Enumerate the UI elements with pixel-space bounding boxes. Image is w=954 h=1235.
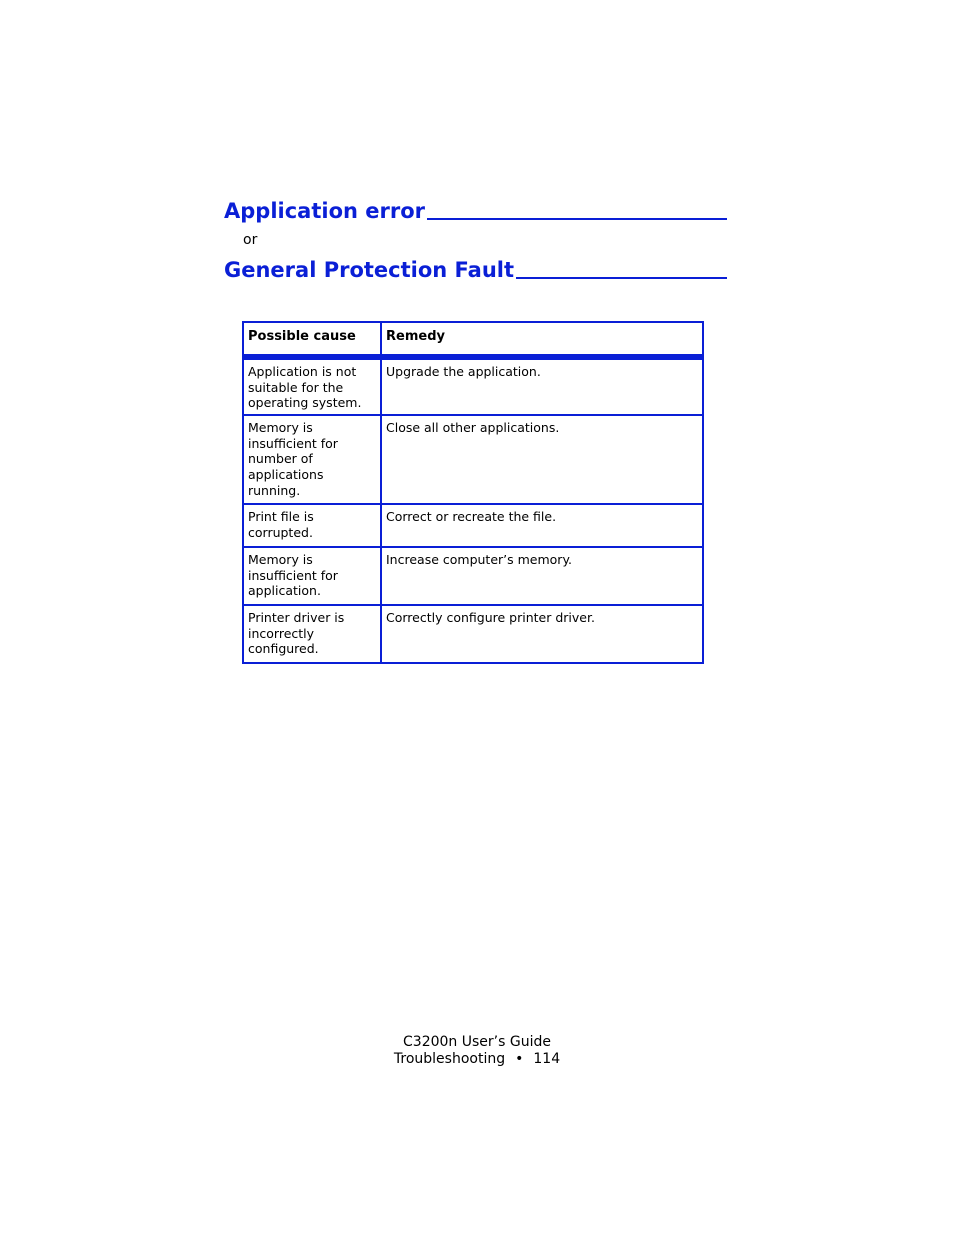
cause-cell: Memory is insufficient for number of applications running.: [243, 415, 381, 504]
cause-cell: Print file is corrupted.: [243, 504, 381, 547]
cause-cell: Memory is insufficient for application.: [243, 547, 381, 605]
heading-general-protection-fault: [224, 257, 727, 283]
cause-remedy-table: [242, 321, 704, 664]
heading-application-error-text: Application error: [224, 199, 425, 223]
remedy-cell: Increase computer’s memory.: [381, 547, 703, 605]
footer-guide-title: C3200n User’s Guide: [403, 1034, 551, 1050]
heading-application-error: [224, 198, 727, 224]
table-row: [243, 415, 703, 504]
or-connector-text: or: [243, 232, 258, 248]
footer-section: Troubleshooting: [393, 1051, 506, 1067]
table-row: [243, 547, 703, 605]
cause-cell: Application is not suitable for the operating system.: [243, 357, 381, 415]
footer-page-number: 114: [533, 1051, 561, 1067]
table-row: [243, 504, 703, 547]
column-header-remedy: Remedy: [381, 322, 703, 357]
column-header-possible-cause: Possible cause: [243, 322, 381, 357]
footer-page-info: [0, 1050, 954, 1068]
remedy-cell: Upgrade the application.: [381, 357, 703, 415]
remedy-cell: Correctly configure printer driver.: [381, 605, 703, 663]
remedy-cell: Correct or recreate the file.: [381, 504, 703, 547]
heading-underline-rule: [427, 218, 727, 220]
remedy-cell: Close all other applications.: [381, 415, 703, 504]
table-header-row: [243, 322, 703, 357]
table-row: [243, 357, 703, 415]
heading-underline-rule: [516, 277, 727, 279]
table-row: [243, 605, 703, 663]
footer-separator: •: [515, 1051, 524, 1067]
cause-cell: Printer driver is incorrectly configured.: [243, 605, 381, 663]
heading-general-protection-fault-text: General Protection Fault: [224, 258, 515, 282]
